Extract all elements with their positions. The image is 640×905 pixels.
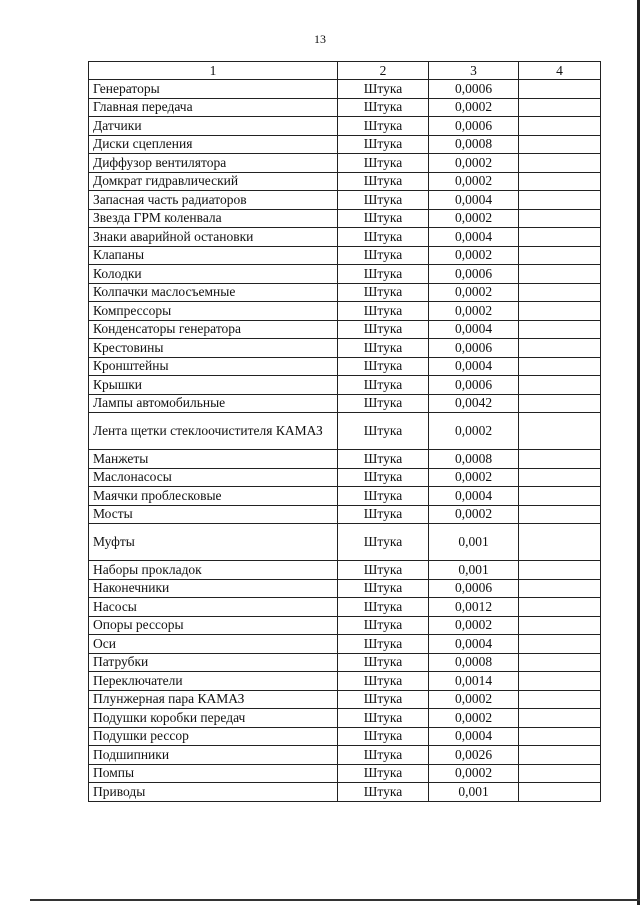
row-value-cell: 0,0004 [429,320,519,339]
table-row [89,339,601,358]
row-value-cell: 0,0004 [429,635,519,654]
row-name-cell: Лента щетки стеклоочистителя КАМАЗ [89,413,338,450]
row-value-cell: 0,0026 [429,746,519,765]
row-value-cell: 0,0006 [429,80,519,99]
row-name-cell: Помпы [89,764,338,783]
row-value-cell: 0,0002 [429,154,519,173]
row-col4-cell [519,357,601,376]
row-name-cell: Маячки проблесковые [89,487,338,506]
row-name-cell: Кронштейны [89,357,338,376]
table-row [89,690,601,709]
table-row [89,228,601,247]
row-col4-cell [519,135,601,154]
row-name-cell: Компрессоры [89,302,338,321]
row-name-cell: Манжеты [89,450,338,469]
row-col4-cell [519,561,601,580]
row-unit-cell: Штука [338,98,429,117]
row-name-cell: Генераторы [89,80,338,99]
table-row [89,135,601,154]
table-row [89,468,601,487]
table-row [89,98,601,117]
row-name-cell: Патрубки [89,653,338,672]
table-row [89,80,601,99]
row-unit-cell: Штука [338,265,429,284]
row-col4-cell [519,302,601,321]
table-row [89,246,601,265]
row-name-cell: Муфты [89,524,338,561]
row-unit-cell: Штука [338,80,429,99]
row-col4-cell [519,635,601,654]
row-value-cell: 0,001 [429,561,519,580]
row-unit-cell: Штука [338,394,429,413]
row-col4-cell [519,450,601,469]
row-name-cell: Колпачки маслосъемные [89,283,338,302]
row-col4-cell [519,117,601,136]
row-unit-cell: Штука [338,727,429,746]
row-name-cell: Подшипники [89,746,338,765]
row-name-cell: Опоры рессоры [89,616,338,635]
row-value-cell: 0,0006 [429,117,519,136]
row-name-cell: Наконечники [89,579,338,598]
row-col4-cell [519,709,601,728]
row-unit-cell: Штука [338,154,429,173]
table-row [89,413,601,450]
row-col4-cell [519,598,601,617]
row-col4-cell [519,653,601,672]
table-row [89,487,601,506]
row-col4-cell [519,98,601,117]
table-row [89,302,601,321]
row-unit-cell: Штука [338,376,429,395]
row-unit-cell: Штука [338,635,429,654]
table-row [89,117,601,136]
row-name-cell: Звезда ГРМ коленвала [89,209,338,228]
row-unit-cell: Штука [338,228,429,247]
table-row [89,616,601,635]
row-value-cell: 0,0004 [429,191,519,210]
row-col4-cell [519,690,601,709]
row-name-cell: Диффузор вентилятора [89,154,338,173]
row-unit-cell: Штука [338,746,429,765]
row-name-cell: Подушки коробки передач [89,709,338,728]
row-col4-cell [519,783,601,802]
items-table [88,61,601,802]
table-row [89,283,601,302]
row-value-cell: 0,0004 [429,487,519,506]
row-unit-cell: Штука [338,616,429,635]
row-col4-cell [519,727,601,746]
row-col4-cell [519,746,601,765]
table-row [89,154,601,173]
row-value-cell: 0,0006 [429,265,519,284]
table-row [89,672,601,691]
row-unit-cell: Штука [338,246,429,265]
row-name-cell: Главная передача [89,98,338,117]
row-value-cell: 0,0008 [429,135,519,154]
row-unit-cell: Штука [338,468,429,487]
row-unit-cell: Штука [338,672,429,691]
row-name-cell: Лампы автомобильные [89,394,338,413]
row-col4-cell [519,524,601,561]
row-value-cell: 0,0006 [429,579,519,598]
row-value-cell: 0,0002 [429,302,519,321]
row-value-cell: 0,0002 [429,764,519,783]
header-col-2: 2 [338,62,429,80]
row-name-cell: Клапаны [89,246,338,265]
table-row [89,764,601,783]
page-number: 13 [314,32,326,46]
row-col4-cell [519,154,601,173]
table-row [89,635,601,654]
row-name-cell: Подушки рессор [89,727,338,746]
row-col4-cell [519,246,601,265]
row-name-cell: Крестовины [89,339,338,358]
table-row [89,561,601,580]
row-unit-cell: Штука [338,209,429,228]
header-row [89,62,601,80]
header-col-1: 1 [89,62,338,80]
row-unit-cell: Штука [338,117,429,136]
row-value-cell: 0,0004 [429,228,519,247]
row-unit-cell: Штука [338,487,429,506]
row-unit-cell: Штука [338,709,429,728]
row-name-cell: Плунжерная пара КАМАЗ [89,690,338,709]
row-col4-cell [519,265,601,284]
row-name-cell: Запасная часть радиаторов [89,191,338,210]
row-unit-cell: Штука [338,450,429,469]
row-col4-cell [519,672,601,691]
row-value-cell: 0,001 [429,524,519,561]
table-row [89,505,601,524]
row-value-cell: 0,0002 [429,283,519,302]
row-value-cell: 0,0002 [429,246,519,265]
row-value-cell: 0,0002 [429,468,519,487]
row-col4-cell [519,616,601,635]
row-unit-cell: Штука [338,357,429,376]
table-row [89,579,601,598]
table-row [89,598,601,617]
row-value-cell: 0,0004 [429,357,519,376]
row-value-cell: 0,0014 [429,672,519,691]
row-col4-cell [519,172,601,191]
row-col4-cell [519,80,601,99]
row-name-cell: Знаки аварийной остановки [89,228,338,247]
row-value-cell: 0,0012 [429,598,519,617]
row-unit-cell: Штука [338,135,429,154]
row-unit-cell: Штука [338,524,429,561]
row-col4-cell [519,487,601,506]
table-row [89,209,601,228]
page-bottom-edge [30,899,640,901]
table-row [89,376,601,395]
row-col4-cell [519,339,601,358]
row-unit-cell: Штука [338,172,429,191]
row-col4-cell [519,764,601,783]
header-col-3: 3 [429,62,519,80]
header-col-4: 4 [519,62,601,80]
row-name-cell: Крышки [89,376,338,395]
row-col4-cell [519,191,601,210]
row-name-cell: Датчики [89,117,338,136]
row-unit-cell: Штука [338,579,429,598]
row-name-cell: Конденсаторы генератора [89,320,338,339]
row-value-cell: 0,0002 [429,690,519,709]
row-name-cell: Наборы прокладок [89,561,338,580]
row-value-cell: 0,0002 [429,505,519,524]
table-row [89,746,601,765]
table-row [89,172,601,191]
row-value-cell: 0,0004 [429,727,519,746]
row-value-cell: 0,0042 [429,394,519,413]
row-value-cell: 0,0008 [429,653,519,672]
row-name-cell: Насосы [89,598,338,617]
row-name-cell: Диски сцепления [89,135,338,154]
row-unit-cell: Штука [338,598,429,617]
row-unit-cell: Штука [338,505,429,524]
row-unit-cell: Штука [338,302,429,321]
table-row [89,394,601,413]
table-row [89,524,601,561]
table-row [89,320,601,339]
table-header [89,62,601,80]
row-col4-cell [519,394,601,413]
row-unit-cell: Штука [338,653,429,672]
row-value-cell: 0,0006 [429,339,519,358]
row-unit-cell: Штука [338,561,429,580]
row-unit-cell: Штука [338,191,429,210]
row-unit-cell: Штука [338,413,429,450]
row-unit-cell: Штука [338,320,429,339]
row-col4-cell [519,228,601,247]
row-name-cell: Оси [89,635,338,654]
row-name-cell: Переключатели [89,672,338,691]
table-row [89,191,601,210]
table-row [89,727,601,746]
row-value-cell: 0,0002 [429,616,519,635]
row-name-cell: Мосты [89,505,338,524]
row-col4-cell [519,376,601,395]
row-name-cell: Приводы [89,783,338,802]
row-value-cell: 0,001 [429,783,519,802]
row-col4-cell [519,468,601,487]
table-row [89,709,601,728]
row-unit-cell: Штука [338,783,429,802]
row-unit-cell: Штука [338,764,429,783]
table-row [89,357,601,376]
row-name-cell: Маслонасосы [89,468,338,487]
row-col4-cell [519,283,601,302]
row-col4-cell [519,579,601,598]
row-unit-cell: Штука [338,339,429,358]
table-row [89,450,601,469]
row-value-cell: 0,0006 [429,376,519,395]
row-value-cell: 0,0002 [429,172,519,191]
row-value-cell: 0,0008 [429,450,519,469]
row-name-cell: Колодки [89,265,338,284]
row-col4-cell [519,505,601,524]
table-row [89,653,601,672]
row-value-cell: 0,0002 [429,209,519,228]
row-col4-cell [519,320,601,339]
row-unit-cell: Штука [338,690,429,709]
row-name-cell: Домкрат гидравлический [89,172,338,191]
row-value-cell: 0,0002 [429,98,519,117]
row-unit-cell: Штука [338,283,429,302]
table-row [89,265,601,284]
row-value-cell: 0,0002 [429,413,519,450]
row-col4-cell [519,209,601,228]
row-value-cell: 0,0002 [429,709,519,728]
table-row [89,783,601,802]
row-col4-cell [519,413,601,450]
table-body [89,80,601,802]
